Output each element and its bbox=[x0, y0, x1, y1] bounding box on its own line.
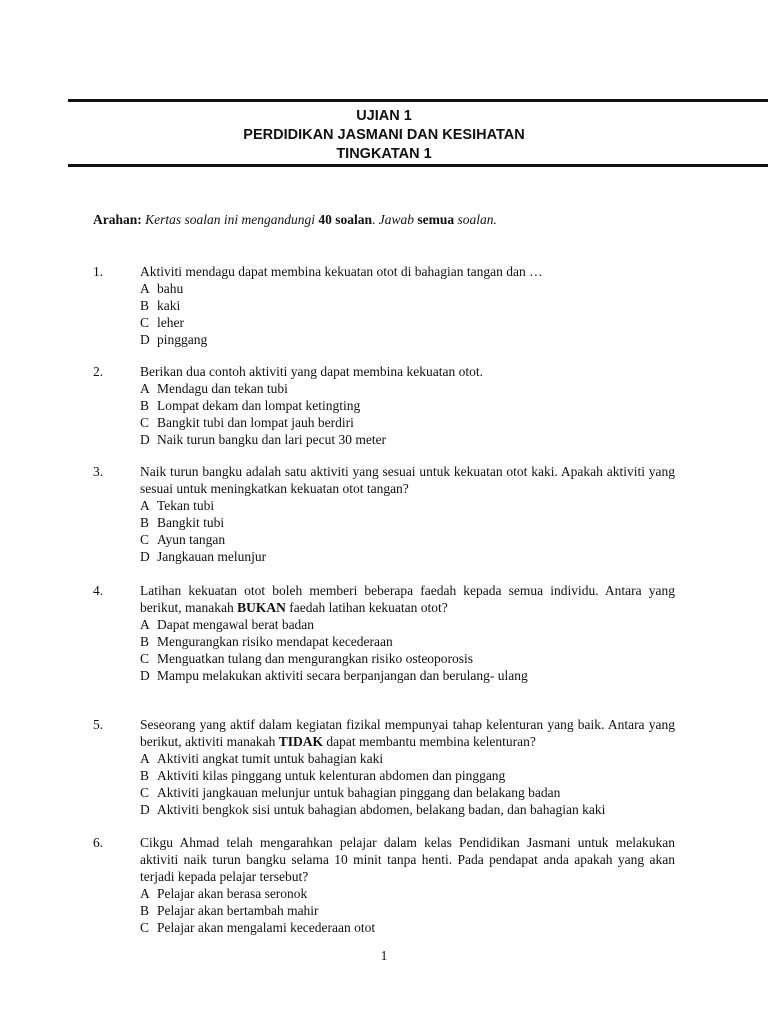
question-number: 4. bbox=[93, 583, 104, 598]
option-a[interactable] bbox=[140, 616, 675, 633]
option-letter: C bbox=[140, 532, 150, 547]
option-text: Dapat mengawal berat badan bbox=[157, 617, 315, 632]
option-text: Pelajar akan mengalami kecederaan otot bbox=[157, 920, 376, 935]
option-b[interactable] bbox=[140, 767, 675, 784]
question-number: 1. bbox=[93, 264, 104, 279]
option-text: Pelajar akan berasa seronok bbox=[157, 886, 308, 901]
option-text: Ayun tangan bbox=[157, 532, 226, 547]
question-stem: Aktiviti mendagu dapat membina kekuatan otot di bahagian tangan dan … bbox=[140, 264, 543, 279]
question-stem bbox=[140, 716, 675, 750]
option-text: Mampu melakukan aktiviti secara berpanjangan dan berulang- ulang bbox=[157, 668, 528, 683]
option-c[interactable] bbox=[140, 314, 675, 331]
stem-text: Seseorang yang aktif dalam kegiatan fizikal mempunyai tahap kelenturan yang baik. Antara yang berikut, aktiviti manakah bbox=[140, 717, 675, 749]
form-level-title: TINGKATAN 1 bbox=[336, 146, 432, 162]
option-b[interactable] bbox=[140, 902, 675, 919]
option-text: Aktiviti bengkok sisi untuk bahagian abdomen, belakang badan, dan bahagian kaki bbox=[157, 802, 606, 817]
option-b[interactable] bbox=[140, 633, 675, 650]
option-a[interactable] bbox=[140, 380, 675, 397]
subject-title: PERDIDIKAN JASMANI DAN KESIHATAN bbox=[243, 127, 525, 143]
question-6 bbox=[93, 834, 683, 936]
header-bottom-rule bbox=[68, 164, 768, 167]
option-text: Aktiviti angkat tumit untuk bahagian kaki bbox=[157, 751, 384, 766]
option-a[interactable] bbox=[140, 497, 675, 514]
option-c[interactable] bbox=[140, 531, 675, 548]
option-letter: A bbox=[140, 281, 150, 296]
question-number: 3. bbox=[93, 464, 104, 479]
question-stem: Naik turun bangku adalah satu aktiviti yang sesuai untuk kekuatan otot kaki. Apakah aktiviti yang sesuai untuk meningkatkan kekuatan otot tangan? bbox=[140, 464, 675, 496]
question-stem: Berikan dua contoh aktiviti yang dapat membina kekuatan otot. bbox=[140, 364, 484, 379]
option-d[interactable] bbox=[140, 667, 675, 684]
option-letter: C bbox=[140, 785, 150, 800]
question-5 bbox=[93, 716, 683, 818]
option-letter: A bbox=[140, 617, 150, 632]
option-letter: B bbox=[140, 398, 150, 413]
question-3 bbox=[93, 463, 683, 565]
stem-text: dapat membantu membina kelenturan? bbox=[326, 734, 536, 749]
option-letter: A bbox=[140, 886, 150, 901]
option-c[interactable] bbox=[140, 414, 675, 431]
exam-title: UJIAN 1 bbox=[356, 108, 412, 124]
option-text: leher bbox=[157, 315, 184, 330]
instructions-semua: semua bbox=[417, 212, 455, 227]
option-letter: B bbox=[140, 634, 150, 649]
option-text: Mengurangkan risiko mendapat kecederaan bbox=[157, 634, 393, 649]
option-letter: D bbox=[140, 432, 150, 447]
option-a[interactable] bbox=[140, 280, 675, 297]
option-letter: D bbox=[140, 549, 150, 564]
option-letter: D bbox=[140, 802, 150, 817]
option-letter: C bbox=[140, 920, 150, 935]
option-a[interactable] bbox=[140, 750, 675, 767]
stem-text: faedah latihan kekuatan otot? bbox=[289, 600, 448, 615]
option-b[interactable] bbox=[140, 397, 675, 414]
question-1 bbox=[93, 263, 683, 348]
option-text: Naik turun bangku dan lari pecut 30 meter bbox=[157, 432, 387, 447]
instructions-text-2: Jawab bbox=[378, 212, 415, 227]
option-b[interactable] bbox=[140, 297, 675, 314]
instructions-label: Arahan: bbox=[93, 212, 142, 227]
option-text: Tekan tubi bbox=[157, 498, 215, 513]
option-letter: C bbox=[140, 651, 150, 666]
option-d[interactable] bbox=[140, 331, 675, 348]
option-letter: C bbox=[140, 415, 150, 430]
option-letter: B bbox=[140, 298, 150, 313]
option-d[interactable] bbox=[140, 801, 675, 818]
option-b[interactable] bbox=[140, 514, 675, 531]
option-letter: A bbox=[140, 381, 150, 396]
question-number: 2. bbox=[93, 364, 104, 379]
option-letter: B bbox=[140, 515, 150, 530]
stem-text: Latihan kekuatan otot boleh memberi beberapa faedah kepada semua individu. Antara yang berikut, manakah bbox=[140, 583, 675, 615]
option-text: Aktiviti jangkauan melunjur untuk bahagian pinggang dan belakang badan bbox=[157, 785, 561, 800]
option-c[interactable] bbox=[140, 650, 675, 667]
option-letter: C bbox=[140, 315, 150, 330]
option-text: Menguatkan tulang dan mengurangkan risiko osteoporosis bbox=[157, 651, 474, 666]
instructions: Arahan: Kertas soalan ini mengandungi 40 soalan. Jawab semua soalan. bbox=[93, 212, 497, 227]
stem-emphasis: BUKAN bbox=[237, 600, 286, 615]
question-2 bbox=[93, 363, 683, 448]
option-text: bahu bbox=[157, 281, 184, 296]
question-stem bbox=[140, 582, 675, 616]
option-d[interactable] bbox=[140, 548, 675, 565]
option-text: Mendagu dan tekan tubi bbox=[157, 381, 288, 396]
option-d[interactable] bbox=[140, 431, 675, 448]
option-text: kaki bbox=[157, 298, 181, 313]
option-text: Lompat dekam dan lompat ketingting bbox=[157, 398, 361, 413]
option-letter: D bbox=[140, 332, 150, 347]
stem-emphasis: TIDAK bbox=[278, 734, 323, 749]
option-c[interactable] bbox=[140, 784, 675, 801]
question-number: 6. bbox=[93, 835, 104, 850]
instructions-text-1: Kertas soalan ini mengandungi bbox=[145, 212, 316, 227]
option-letter: B bbox=[140, 768, 150, 783]
option-c[interactable] bbox=[140, 919, 675, 936]
instructions-question-count: 40 soalan bbox=[318, 212, 373, 227]
question-4 bbox=[93, 582, 683, 684]
option-text: Bangkit tubi bbox=[157, 515, 225, 530]
question-number: 5. bbox=[93, 717, 104, 732]
header-top-rule bbox=[68, 99, 768, 102]
option-letter: A bbox=[140, 751, 150, 766]
option-text: Aktiviti kilas pinggang untuk kelenturan abdomen dan pinggang bbox=[157, 768, 506, 783]
page-number: 1 bbox=[380, 948, 388, 963]
option-letter: D bbox=[140, 668, 150, 683]
instructions-text-3: soalan. bbox=[457, 212, 497, 227]
option-text: pinggang bbox=[157, 332, 208, 347]
option-letter: B bbox=[140, 903, 150, 918]
option-a[interactable] bbox=[140, 885, 675, 902]
option-text: Jangkauan melunjur bbox=[157, 549, 267, 564]
question-stem: Cikgu Ahmad telah mengarahkan pelajar dalam kelas Pendidikan Jasmani untuk melakukan aktiviti naik turun bangku selama 10 minit tanpa henti. Pada pendapat anda apakah yang akan terjadi kepada pelajar tersebut? bbox=[140, 835, 675, 884]
option-text: Pelajar akan bertambah mahir bbox=[157, 903, 319, 918]
option-letter: A bbox=[140, 498, 150, 513]
option-text: Bangkit tubi dan lompat jauh berdiri bbox=[157, 415, 354, 430]
